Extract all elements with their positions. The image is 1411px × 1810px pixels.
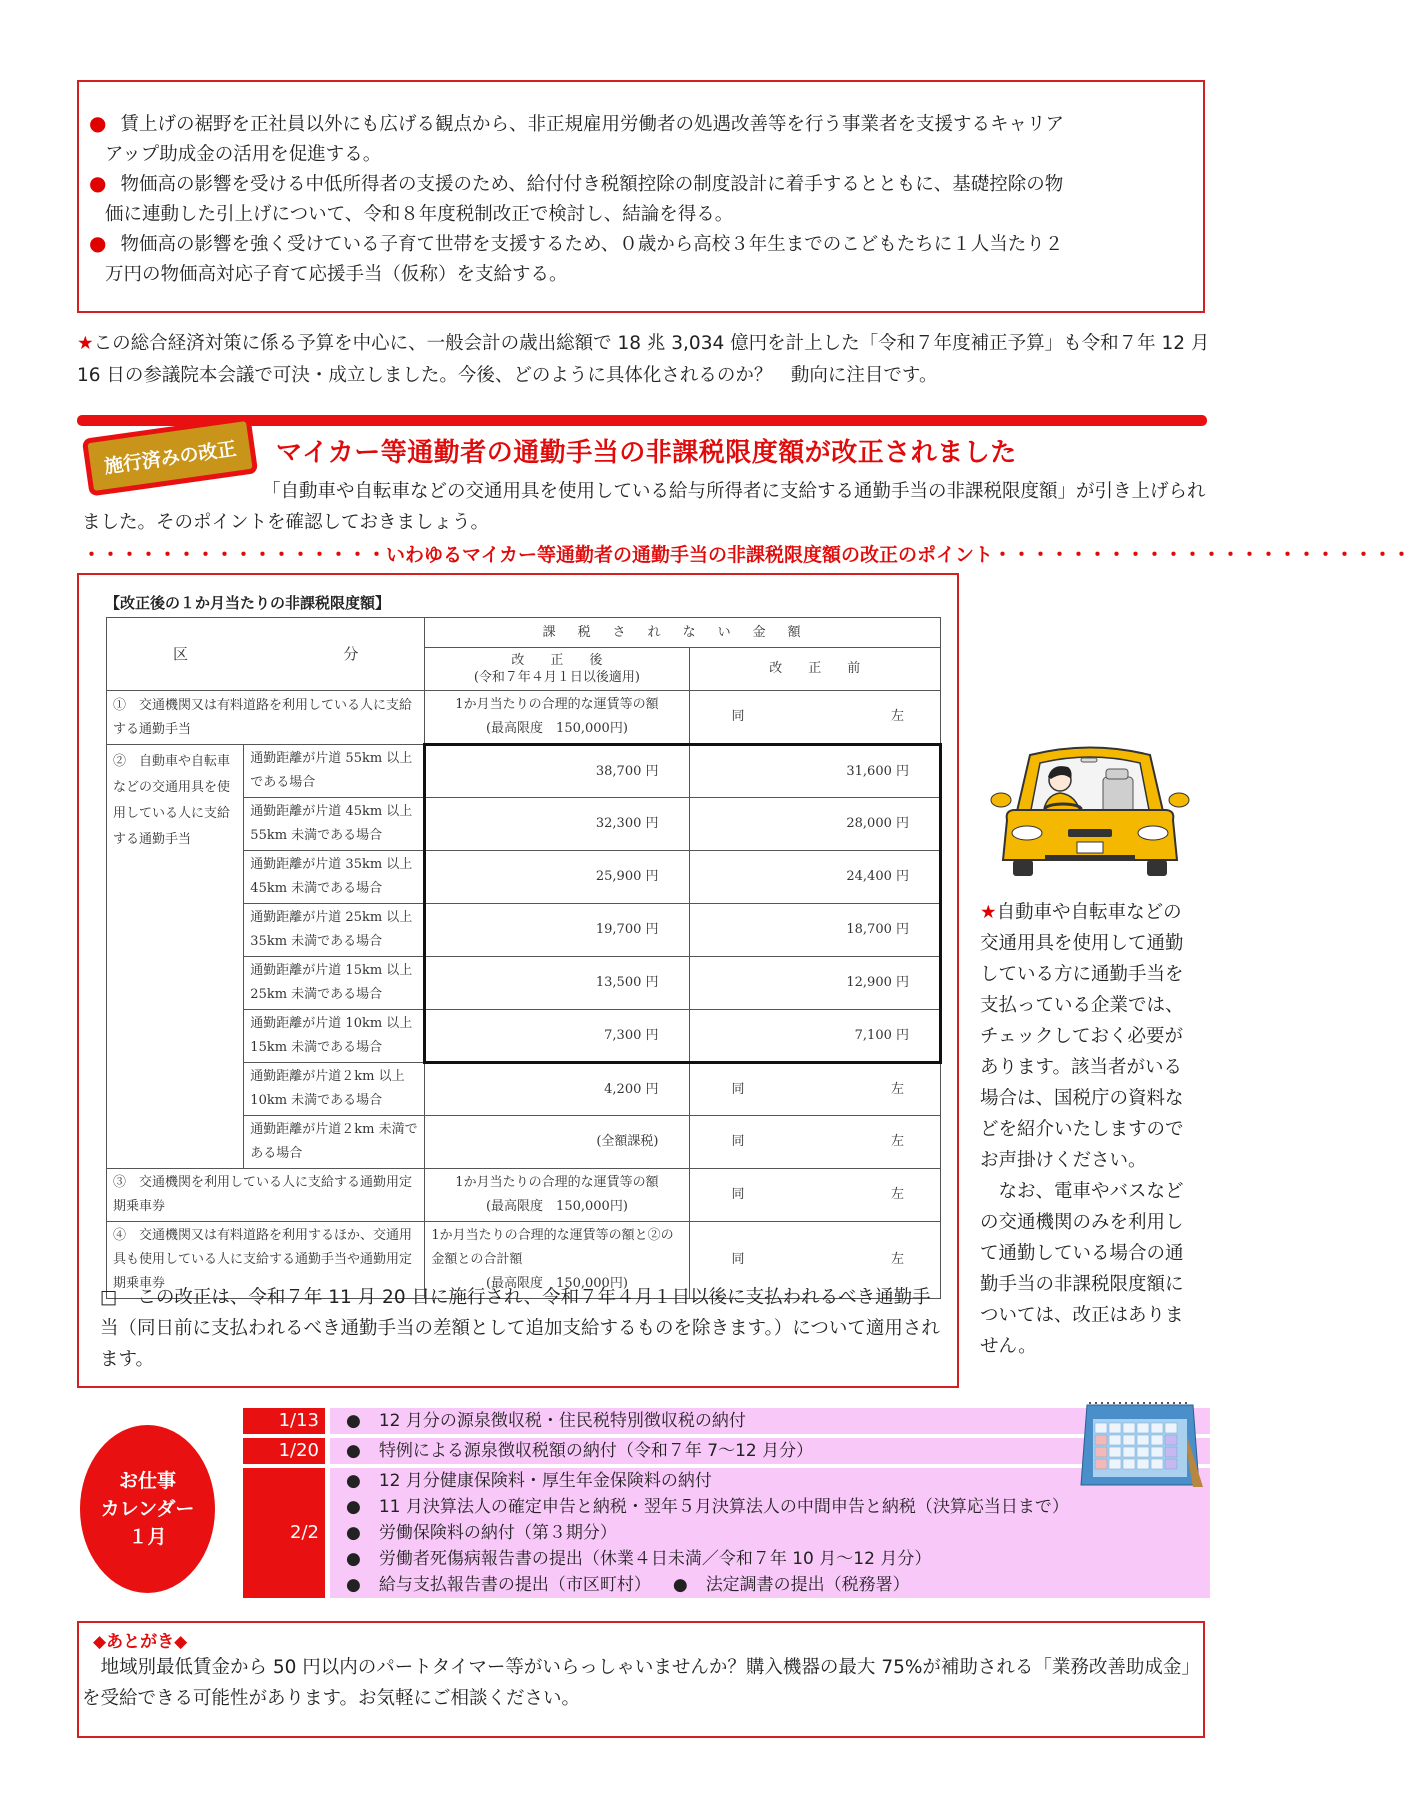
table-row: ② 自動車や自転車などの交通用具を使用している人に支給する通勤手当 通勤距離が片道 55km 以上である場合 38,700 円 31,600 円 [107,745,941,798]
desk-calendar-icon [1075,1397,1205,1492]
bullet-dot-icon: ● [89,111,107,135]
table-row: 通勤距離が片道２km 以上 10km 未満である場合 4,200 円 同 左 [107,1063,941,1116]
bullet-dot-icon: ● [89,231,107,255]
section-title: マイカー等通勤者の通勤手当の非課税限度額が改正されました [276,438,1017,468]
policy-bullet: ● 物価高の影響を受ける中低所得者の支援のため、給付付き税額控除の制度設計に着手するとともに、基礎控除の物 価に連動した引上げについて、令和８年度税制改正で検討し、結論を得る。 [89,171,1064,225]
policy-bullet: ● 賃上げの裾野を正社員以外にも広げる観点から、非正規雇用労働者の処遇改善等を行う事業者を支援するキャリア アップ助成金の活用を促進する。 [89,111,1064,165]
table-row: 通勤距離が片道 10km 以上 15km 未満である場合 7,300 円 7,100 円 [107,1010,941,1063]
bullet-dot-icon: ● [346,1497,361,1517]
bullet-dot-icon: ● [672,1575,688,1595]
commuting-allowance-table [106,617,942,1299]
table-row: 通勤距離が片道２km 未満である場合 (全額課税) 同 左 [107,1116,941,1169]
table-row: 通勤距離が片道 35km 以上 45km 未満である場合 25,900 円 24,400 円 [107,851,941,904]
header-category: 区 分 [107,618,425,691]
calendar-date: 2/2 [243,1468,325,1598]
table-row: ① 交通機関又は有料道路を利用している人に支給する通勤手当 1か月当たりの合理的な運賃等の額 (最高限度 150,000円) 同 左 [107,691,941,745]
calendar-entry: ● 12 月分の源泉徴収税・住民税特別徴収税の納付 [330,1408,1210,1434]
side-advice: ★自動車や自転車などの交通用具を使用して通勤している方に通勤手当を支払っている企業では、チェックしておく必要があります。該当者がいる場合は、国税庁の資料などを紹介いたしますのでお声掛けください。 なお、電車やバスなどの交通機関のみを利用して通勤している場合の通勤手当の非課税限度額については、改正はありません。 [980,902,1184,1357]
bullet-dot-icon: ● [346,1471,361,1491]
section-intro: 「自動車や自転車などの交通用具を使用している給与所得者に支給する通勤手当の非課税限度額」が引き上げられました。そのポイントを確認しておきましょう。 [82,481,1206,533]
table-row: 通勤距離が片道 45km 以上 55km 未満である場合 32,300 円 28,000 円 [107,798,941,851]
bullet-dot-icon: ● [89,171,107,195]
car-driver-illustration [985,725,1195,885]
work-calendar-badge: お仕事 カレンダー １月 [80,1425,215,1593]
policy-bullet: ● 物価高の影響を強く受けている子育て世帯を支援するため、０歳から高校３年生までのこどもたちに１人当たり２ 万円の物価高対応子育て応援手当（仮称）を支給する。 [89,231,1064,285]
table-row: 通勤距離が片道 15km 以上 25km 未満である場合 13,500 円 12,900 円 [107,957,941,1010]
star-icon: ★ [77,333,94,354]
calendar-date: 1/13 [243,1408,325,1434]
car-icon [991,748,1189,877]
enforcement-note: □ この改正は、令和７年 11 月 20 日に施行され、令和７年４月１日以後に支払われるべき通勤手当（同日前に支払われるべき通勤手当の差額として追加支給するものを除きます。）について適用されます。 [100,1287,940,1370]
calendar-entry: ● 特例による源泉徴収税額の納付（令和７年 7〜12 月分） [330,1438,1210,1464]
policy-bullets-box [77,80,1205,313]
bullet-dot-icon: ● [346,1411,361,1431]
points-subtitle: ・・・・・・・・・・・・・・・・いわゆるマイカー等通勤者の通勤手当の非課税限度額の改正のポイント・・・・・・・・・・・・・・・・・・・・・・ [82,544,1411,566]
bullet-dot-icon: ● [346,1441,361,1461]
table-row: 通勤距離が片道 25km 以上 35km 未満である場合 19,700 円 18,700 円 [107,904,941,957]
header-after-revision: 改 正 後 (令和７年４月１日以後適用) [425,648,689,691]
calendar-date: 1/20 [243,1438,325,1464]
afterword-text: 地域別最低賃金から 50 円以内のパートタイマー等がいらっしゃいませんか？購入機器の最大 75%が補助される「業務改善助成金」を受給できる可能性があります。お気軽にご相談ください。 [82,1657,1200,1709]
calendar-entry: ● 12 月分健康保険料・厚生年金保険料の納付 ● 11 月決算法人の確定申告と納税・翌年５月決算法人の中間申告と納税（決算応当日まで） ● 労働保険料の納付（第３期分） ● 労働者死傷病報告書の提出（休業４日未満／令和７年 10 月〜12 月分） ● 給与支払報告書の提出（市区町村） ● 法定調書の提出（税務署） [330,1468,1210,1598]
bullet-dot-icon: ● [346,1575,361,1595]
bullet-dot-icon: ● [346,1549,361,1569]
table-caption: 【改正後の１か月当たりの非課税限度額】 [105,594,391,612]
table-row: ④ 交通機関又は有料道路を利用するほか、交通用具も使用している人に支給する通勤手当や通勤用定期乗車券 1か月当たりの合理的な運賃等の額と②の金額との合計額 (最高限度 150,000円) 同 左 [107,1222,941,1299]
table-row: ③ 交通機関を利用している人に支給する通勤用定期乗車券 1か月当たりの合理的な運賃等の額 (最高限度 150,000円) 同 左 [107,1169,941,1222]
checkbox-icon: □ [100,1287,118,1308]
header-before-revision: 改 正 前 [689,648,941,691]
bullet-dot-icon: ● [346,1523,361,1543]
budget-summary: ★この総合経済対策に係る予算を中心に、一般会計の歳出総額で 18 兆 3,034 億円を計上した「令和７年度補正予算」も令和７年 12 月 16 日の参議院本会議で可決・成立しました。今後、どのように具体化されるのか？ 動向に注目です。 [77,333,1210,386]
enforced-badge: 施行済みの改正 [82,415,258,496]
afterword-title: ◆あとがき◆ [93,1632,188,1652]
star-icon: ★ [980,902,997,923]
header-nontaxable-amount: 課税されない金額 [425,618,941,648]
